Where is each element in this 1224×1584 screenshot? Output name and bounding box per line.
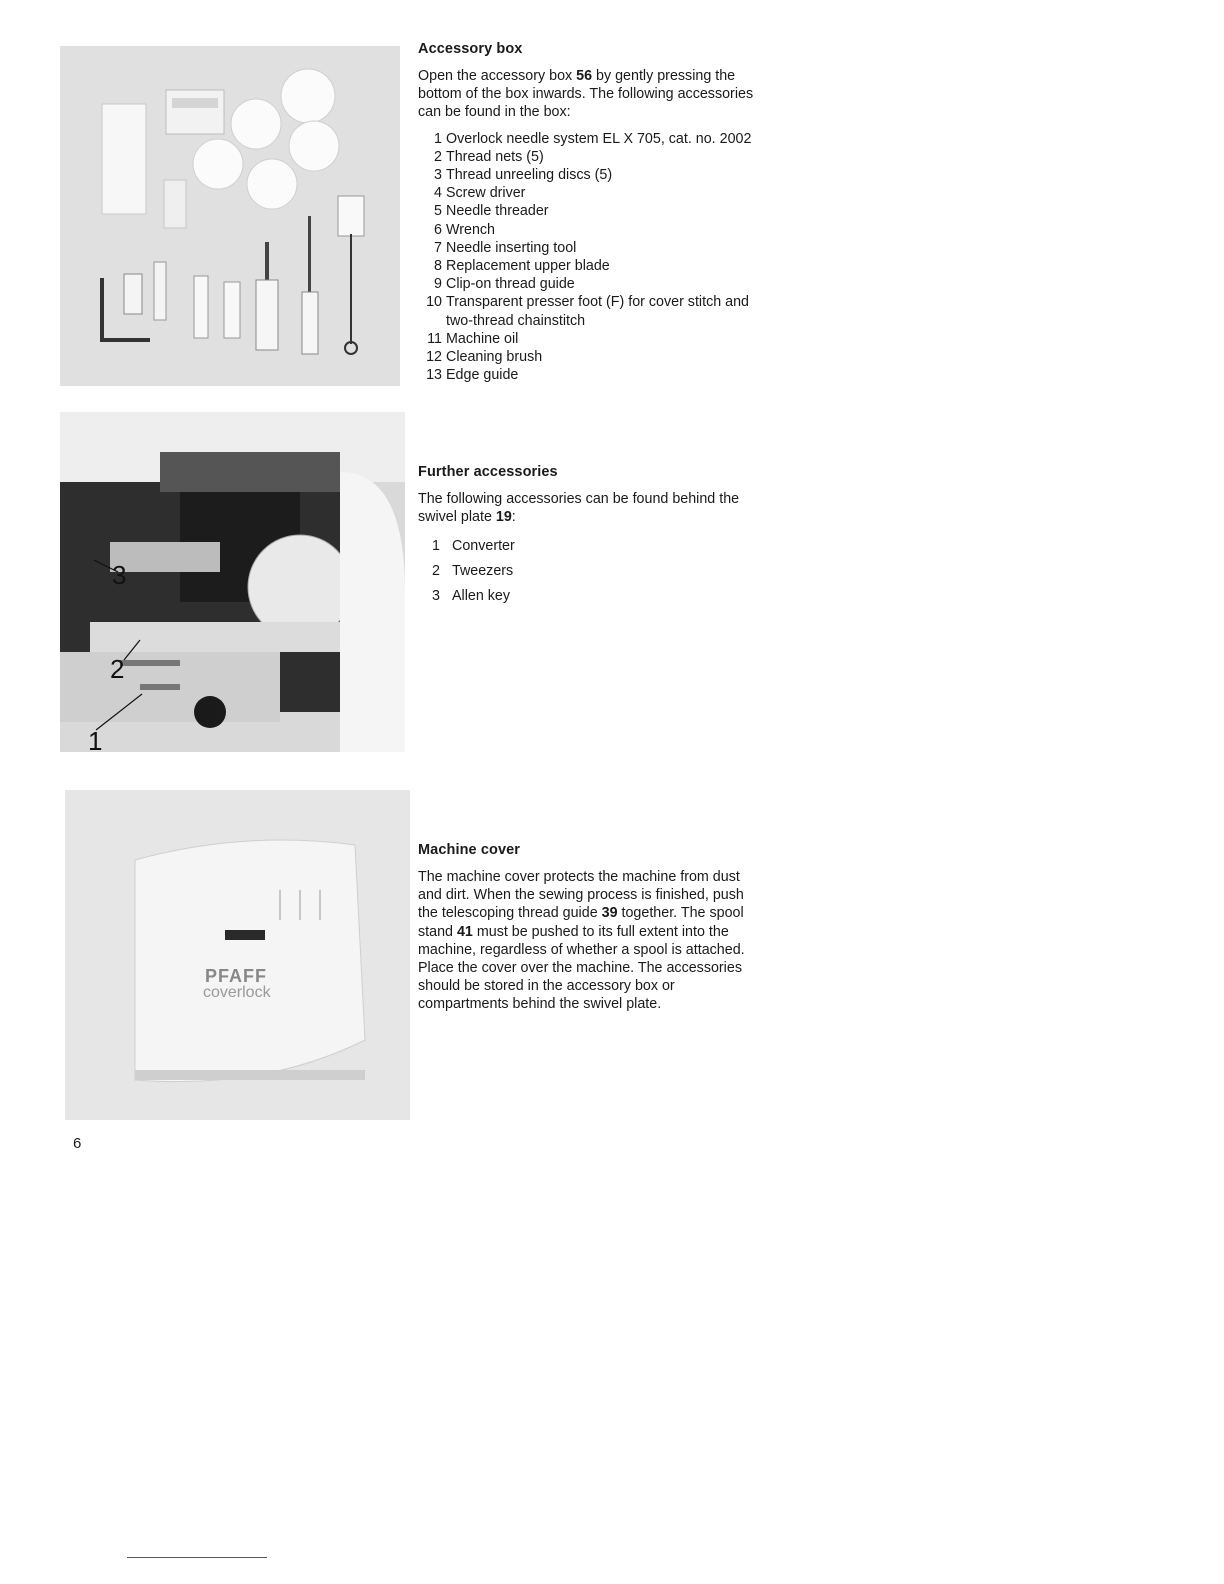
- further-accessory-item-number: 2: [432, 563, 440, 580]
- accessories-illustration: [60, 46, 400, 386]
- accessory-item-number: 9: [434, 276, 442, 293]
- callout-3: 3: [112, 560, 127, 590]
- machine-cover-photo: [65, 790, 410, 1120]
- accessory-box-heading: Accessory box: [418, 41, 523, 57]
- accessory-item-text: Machine oil: [446, 330, 519, 347]
- model-label: coverlock: [203, 984, 271, 1001]
- accessory-item-number: 4: [434, 185, 442, 202]
- swivel-plate-photo: [60, 412, 405, 752]
- accessory-box-section: [418, 41, 763, 384]
- accessory-item-text: Needle inserting tool: [446, 239, 577, 256]
- accessory-box-intro: Open the accessory box 56 by gently pressing the bottom of the box inwards. The following accessories can be found in the box:: [418, 68, 754, 121]
- accessory-item-number: 6: [434, 221, 442, 238]
- accessory-item-number: 12: [426, 349, 442, 366]
- accessory-item-number: 13: [426, 367, 442, 384]
- accessory-item-text: Edge guide: [446, 367, 519, 384]
- callout-2: 2: [110, 654, 125, 684]
- accessory-item: [418, 275, 763, 293]
- accessory-item-text: Cleaning brush: [446, 349, 543, 366]
- further-accessory-item-number: 1: [432, 538, 440, 555]
- accessory-item-number: 2: [434, 148, 442, 165]
- further-accessories-section: [418, 464, 763, 609]
- machine-cover-text: The machine cover protects the machine from dust and dirt. When the sewing process is finished, push the telescoping thread guide 39 together. The spool stand 41 must be pushed to its full extent into the machine, regardless of whether a spool is attached. Place the cover over the machine. The accessories should be stored in the accessory box or compartments behind the swivel plate.: [418, 869, 745, 1013]
- further-accessory-item-text: Tweezers: [452, 563, 514, 580]
- accessory-box-photo: [60, 46, 400, 386]
- accessory-list: [418, 130, 763, 385]
- accessory-item-text: Thread unreeling discs (5): [446, 167, 613, 184]
- machine-cover-section: [418, 842, 763, 1014]
- further-accessories-intro: The following accessories can be found behind the swivel plate 19:: [418, 491, 740, 526]
- accessory-item-text: Wrench: [446, 221, 495, 238]
- accessory-item-number: 3: [434, 167, 442, 184]
- accessory-item: [418, 184, 763, 202]
- further-accessory-item: [418, 534, 763, 559]
- accessory-item-text: Transparent presser foot (F) for cover stitch and two-thread chainstitch: [446, 294, 749, 329]
- further-accessory-item: [418, 559, 763, 584]
- covered-machine-illustration: [65, 790, 410, 1120]
- accessory-item: [418, 130, 763, 148]
- accessory-item-number: 7: [434, 239, 442, 256]
- further-accessories-list: [418, 534, 763, 609]
- accessory-item: [418, 221, 763, 239]
- accessory-item-text: Overlock needle system EL X 705, cat. no. 2002: [446, 130, 752, 147]
- further-accessory-item-number: 3: [432, 588, 440, 605]
- accessory-item-text: Clip-on thread guide: [446, 276, 575, 293]
- accessory-item-text: Needle threader: [446, 203, 549, 220]
- accessory-item-number: 10: [426, 294, 442, 311]
- accessory-item: [418, 148, 763, 166]
- further-accessory-item: [418, 584, 763, 609]
- accessory-item: [418, 366, 763, 384]
- accessory-item: [418, 166, 763, 184]
- accessory-item-text: Screw driver: [446, 185, 526, 202]
- page-number: 6: [73, 1135, 82, 1152]
- accessory-item: [418, 330, 763, 348]
- further-accessory-item-text: Converter: [452, 538, 515, 555]
- accessory-item-number: 11: [427, 330, 442, 347]
- accessory-item-text: Thread nets (5): [446, 148, 544, 165]
- accessory-item: [418, 257, 763, 275]
- footer-rule: [127, 1557, 267, 1558]
- further-accessory-item-text: Allen key: [452, 588, 511, 605]
- accessory-item-number: 8: [434, 258, 442, 275]
- accessory-item-text: Replacement upper blade: [446, 258, 610, 275]
- accessory-item: [418, 348, 763, 366]
- accessory-item: [418, 202, 763, 220]
- accessory-item: [418, 293, 763, 329]
- further-accessories-heading: Further accessories: [418, 464, 558, 480]
- machine-cover-heading: Machine cover: [418, 842, 521, 858]
- accessory-item-number: 5: [434, 203, 442, 220]
- accessory-item-number: 1: [434, 130, 442, 147]
- brand-label: PFAFF: [205, 966, 267, 986]
- callout-1: 1: [88, 726, 103, 752]
- accessory-item: [418, 239, 763, 257]
